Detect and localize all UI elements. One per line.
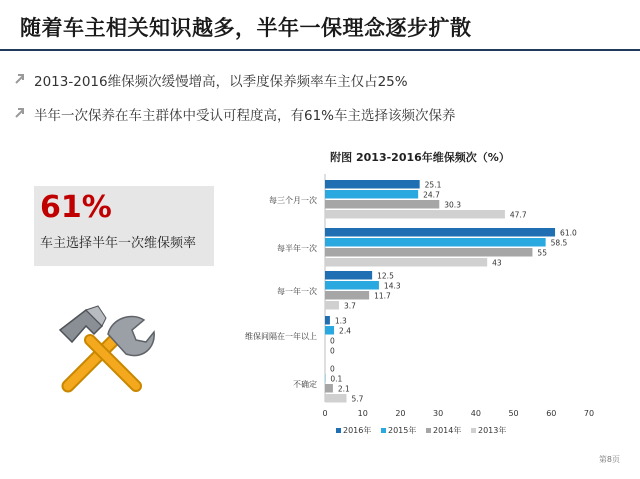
category-label: 每一年一次 (277, 287, 317, 296)
data-label: 55 (537, 248, 547, 258)
x-tick-label: 30 (433, 409, 444, 418)
x-tick-label: 0 (322, 409, 328, 418)
data-label: 0.1 (330, 374, 343, 384)
data-label: 5.7 (351, 394, 364, 404)
data-label: 14.3 (383, 281, 401, 291)
x-tick-label: 60 (546, 409, 557, 418)
data-label: 58.5 (550, 238, 568, 248)
bullet-text: 2013-2016维保频次缓慢增高，以季度保养频率车主仅占25% (34, 74, 408, 90)
x-tick-label: 50 (508, 409, 519, 418)
data-label: 43 (492, 258, 502, 268)
bar (325, 301, 339, 310)
data-label: 25.1 (424, 180, 442, 190)
title-rule (0, 49, 640, 51)
data-label: 0 (330, 346, 335, 356)
legend-label: 2016年 (343, 426, 372, 435)
kpi-value: 61% (40, 190, 112, 225)
data-label: 2.4 (339, 326, 351, 336)
arrow-icon (14, 104, 26, 120)
kpi-label: 车主选择半年一次维保频率 (40, 236, 197, 251)
bar (325, 228, 555, 237)
page-title: 随着车主相关知识越多，半年一保理念逐步扩散 (20, 16, 472, 40)
category-label: 维保间隔在一年以上 (245, 332, 317, 341)
x-tick-label: 20 (395, 409, 406, 418)
data-label: 24.7 (423, 190, 440, 200)
x-tick-label: 70 (583, 409, 595, 418)
legend-swatch (336, 428, 341, 433)
legend-label: 2013年 (478, 426, 507, 435)
x-tick-label: 40 (470, 409, 481, 418)
data-label: 1.3 (334, 316, 347, 326)
data-label: 2.1 (337, 384, 350, 394)
bullet-item (34, 104, 456, 124)
data-label: 61.0 (560, 228, 577, 238)
legend-swatch (471, 428, 476, 433)
legend-label: 2014年 (433, 426, 462, 435)
hammer-wrench-icon (46, 304, 156, 394)
data-label: 11.7 (374, 291, 391, 301)
bar (325, 238, 546, 247)
bar (325, 190, 418, 199)
data-label: 0 (330, 364, 335, 374)
bar (325, 384, 333, 393)
data-label: 47.7 (509, 210, 527, 220)
category-label: 不确定 (293, 380, 317, 389)
kpi-box (34, 186, 214, 266)
bullet-text: 半年一次保养在车主群体中受认可程度高，有61%车主选择该频次保养 (34, 108, 456, 124)
chart-title: 附图 2013-2016年维保频次（%） (330, 151, 510, 164)
bar (325, 281, 379, 290)
page-number: 第8页 (598, 455, 620, 464)
bar (325, 271, 372, 280)
legend-swatch (426, 428, 431, 433)
bullet-item (34, 70, 408, 90)
bar (325, 291, 369, 300)
bar (325, 200, 439, 209)
bar (325, 316, 330, 325)
data-label: 3.7 (343, 301, 356, 311)
bar (325, 258, 487, 267)
bar (325, 180, 420, 189)
category-label: 每半年一次 (277, 244, 317, 253)
bar (325, 210, 505, 219)
data-label: 30.3 (444, 200, 461, 210)
data-label: 0 (330, 336, 335, 346)
legend-label: 2015年 (388, 426, 417, 435)
bar (325, 248, 532, 257)
bar (325, 394, 346, 403)
data-label: 12.5 (377, 271, 394, 281)
arrow-icon (14, 70, 26, 86)
legend-swatch (381, 428, 386, 433)
category-label: 每三个月一次 (269, 196, 317, 205)
x-tick-label: 10 (357, 409, 368, 418)
bar (325, 326, 334, 335)
